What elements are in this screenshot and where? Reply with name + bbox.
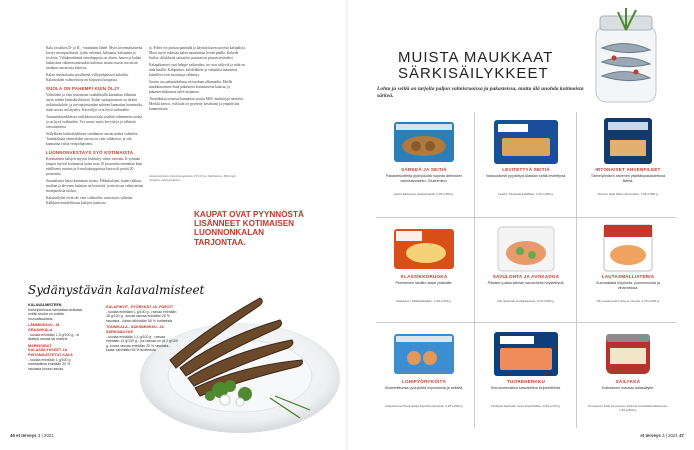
fish-jar-photo: [578, 8, 674, 112]
product-card: [478, 324, 574, 428]
product-price: Saarioinen Silakkalaatikko, 2,99 e/350 g.: [396, 299, 452, 303]
grid-divider: [376, 217, 676, 218]
criteria-heading: MARINOIDUT KALASÄILYKKEET JA PINTAMAUSTETUT KALA: [28, 343, 73, 357]
intro-paragraph-2: Kalan ravintokuitu tavallisesti yöllypohjaiseen kaloihin. Kalaruokien vaihtoehtoja on kirjavasti kaupassa.: [46, 73, 129, 82]
criteria-heading: LÄMMINSAVU- JA GRAAVIKALA: [28, 323, 60, 332]
criteria-heading: KALAPIHVIT, -PYÖRYKÄT JA -PUIKOT: [106, 305, 174, 309]
product-description: Suomalaista kirjolohta, juuresmuusia ja vihanneksia.: [596, 281, 660, 290]
gutter: [346, 0, 348, 450]
criteria-column-2: [106, 303, 178, 353]
right-page-lead: Lohta ja seitiä on tarjolla paljon valmisruoissa ja pakasteissa, mutta älä unohda kotimaista särkeä.: [377, 86, 584, 99]
paragraph: Suurin osa pakastekalasta on tuodaan ulkomailta. Meille markkinoimme lisää pakasteita kotimaisesta kalasta, ja pakastevalikoimaa tulee laajentaa.: [149, 80, 233, 94]
product-price: Findfood Saimaan tuore kirjolohifilee, 6,50 e/170 g.: [491, 404, 561, 408]
product-price: Kuusamon Kala Kuusamon särkiset tomaattikastikkeessa, 7,49 e/300 g.: [588, 404, 668, 412]
product-description: Vastuullisesti pyydettyä Alaskan seitiä levitettynä.: [485, 174, 567, 178]
product-card: [478, 112, 574, 216]
product-name: KLASSIKKORUOKA: [400, 274, 448, 279]
criteria-heading: TONNIKALA-, SAKSIMUIKKU- JA SÄRKISÄILYKE: [106, 325, 164, 334]
product-description: Pikaisen pasta-aterian savulohella höystettynä.: [487, 281, 565, 285]
criteria-text: - suolaa enintään 1,1 g/100 g - rasvaa enintään 12 g/100 g - jos rasvaa on yli 2 g/100 g, kovaa rasvaa enintään 25 % rasvasta - kalaa vähintään 55 % tuotteesta: [106, 334, 178, 353]
product-card: [580, 219, 676, 323]
grid-divider: [474, 112, 475, 428]
page-number: 46: [10, 433, 15, 438]
pull-quote: KAUPAT OVAT PYYNNÖSTÄ LISÄNNEET KOTIMAISEN LUONNONKALAN TARJONTAA.: [194, 210, 304, 247]
product-image: [386, 223, 462, 273]
product-card: [376, 112, 472, 216]
grid-divider: [576, 112, 577, 428]
product-image: [386, 328, 462, 378]
right-page-title: MUISTA MAUKKAAT SÄRKISÄILYKKEET: [398, 49, 554, 82]
paragraph: ta. Fileet voi paistaa pannulla ja käyttää kuten tuoreita kalapaloja. Moni myös rakastaa kalan nauttimista leivän päällä. Kokeile lisäksi säilykkeitä salaattiin, pastaan tai pizzan täytteeksi.: [149, 46, 246, 60]
product-name: LOHIPYÖRYKÖITÄ: [402, 379, 446, 384]
product-name: LEVITETTYÄ SEITIÄ: [502, 167, 550, 172]
product-price: Apetit Särkiseen kalapyörykät, 2,85 e/360 g.: [393, 192, 455, 196]
subheading-domestic: LUONNONVESTÄYS SYÖ KOTIMAISTA: [46, 150, 134, 155]
product-description: Gluteenittomia pyöryköitä kirjolohesta ja seitistä.: [384, 386, 464, 390]
product-price: HK Lautasmalli Lohta ja muusia, 4,15 e/350 g.: [596, 299, 660, 303]
product-name: LAUTASMALLIATERIA: [601, 274, 655, 279]
product-description: Kierrosmenäkeä kasvatettua kirjolohifileita.: [491, 386, 561, 390]
product-image: [488, 223, 564, 273]
criteria-text: - suolaa enintään 1,5 g/100 g - ei lisättyä rasvaa tai sokeria: [28, 332, 80, 342]
paragraph: Tomaattikastikkeissa säilykkeissä kala sisältää vähemmän suolaa ja on hyvä vaihtoehto. Voi suosia myös kevyitä ja ja vähäisiä rasvatuotteita.: [46, 115, 142, 129]
product-image: [488, 116, 564, 166]
feature-title: Sydänystävän kalavalmisteet: [28, 283, 205, 297]
product-description: Perinteinen lasitiko alaiai ystävälle.: [395, 281, 453, 285]
product-price: Findus Tiiviskala kalafileet, 3,29 e/300 g.: [498, 192, 554, 196]
subheading-salt: SUOLA ON PAHEMPI KUIN ÖLJY: [46, 86, 120, 91]
expert-caption: Asiantuntijoina yliopistonopettaja, ETL Eeva Voutilainen, Helsingin yliopisto, Avainyliopisto.: [149, 174, 236, 183]
paragraph: Suomalaista kalaa kannattaa suosia. Pikkukalojen, kuten silakan, muikun ja ahvenen kalastus on kestävää, ja niistä saa valmistettua monipuolisia ruokia.: [46, 179, 144, 193]
folio-left: [10, 433, 54, 438]
intro-paragraph: Kala on tärkeä D- ja B₁₂-vitamiinin lähde. Myös kivennäisaineita kertyy monipuolisesti: jodia, seleeniä, kaliumia, kalsiumia ja fosforia. Välttämättömiä rasvahappoja on ahven, hauen ja kuhan kaltaisissa vähärasvaisissakin kaloissa, mutta suurin osa niistä saadaan rasvaisista kaloista.: [46, 46, 143, 70]
criteria-text: fosforipitoisuus kannattaa tarkistaa, mikäli sinulla on todettu munuaissairaus.: [28, 307, 83, 321]
product-card: [580, 324, 676, 428]
paragraph: Kotimaisten kalojen myynti lisääntyy viime vuosina. K-ryhmän kaupat myivät kotimaista kalaa noin 10 prosenttia enemmän kuin edellisenä vuonna ja S-ruokakauppoissa kasvu oli peräti 20 prosenttia.: [46, 157, 143, 176]
product-name: IRTONAISET AHVENFILEET: [595, 167, 661, 172]
product-name: SÄRKEÄ JA SEITIÄ: [401, 167, 447, 172]
article-column-1: [46, 46, 144, 208]
paragraph: Valmiiden ja vain mitoistaan vauhdittaillä kannattaa vilkaista myös niiden kalaisäilykkeistä. Kalan suolapitoisuus on tärkeä tarkistuskohde, ja rasvapitoisuuden suhteen kannattaa huomioida, mitä rasvaa on käytetty. Kasviöljyt ovat hyvä vaihtoehto.: [46, 93, 143, 112]
product-description: Kotimainen maukas kalasäilyke.: [601, 386, 655, 390]
paragraph: Säilykkeen kalaisäilykkeen sisältämän rasvan määrä vaihtelee. Tonnikalassa esimerkiksi rasvaa on vain vähäisesti, ja sitä kannattaa valita vesipohjaisena.: [46, 132, 139, 146]
product-name: TUOREHERKKU: [507, 379, 545, 384]
product-card: [376, 219, 472, 323]
issue-number: 3 | 2021: [662, 433, 678, 438]
product-name: SAVULOHTA JA AVOKADOA: [492, 274, 560, 279]
paragraph: Tuontikalaa ostaessa kannattaa suosia MSC-merkittyjä tuotteita. Merkki kertoo, että kala on pyydetty kestävästi ja ympäristöä kunnioittaen.: [149, 97, 244, 111]
criteria-column-1: [28, 303, 84, 371]
folio-right: [640, 433, 684, 438]
magazine-name: et terveys: [16, 433, 37, 438]
product-price: Chipsterfood Hyvä Apaja Kirjolohi-pyörykät, 3,95 e/300 g.: [384, 404, 464, 408]
criteria-heading: KALAVALMISTEEN: [28, 303, 62, 307]
product-card: [580, 112, 676, 216]
product-name: SÄILYKKÄ: [615, 379, 641, 384]
article-column-2: [149, 46, 247, 114]
product-image: [590, 328, 666, 378]
criteria-text: - suolaa enintään 1 g/100 g - marinadissa enintään 20 % rasvasta kovaa rasvaa: [28, 357, 73, 371]
page-number: 47: [679, 433, 684, 438]
product-image: [386, 116, 462, 166]
product-image: [590, 116, 666, 166]
product-card: [376, 324, 472, 428]
product-image: [590, 223, 666, 273]
product-price: Viio Savulohi avokadopasta, 4,25 e/300 g.: [497, 299, 555, 303]
magazine-name: et terveys: [640, 433, 661, 438]
product-description: Tämmyilmisen ahvenen yksittäispakastettuna fileinä.: [590, 174, 666, 183]
product-description: Pakastetuotteita pyörykköitä nopeaa aterioiden valmistamiseen. Gluteeniton.: [385, 174, 463, 183]
product-image: [488, 328, 564, 378]
criteria-text: - suolaa enintään 1 g/100 g - rasvaa enintään 18 g/100 g - kovaa rasvaa enintään 25 % rasvasta - kalaa vähintään 55 % tuotteesta: [106, 309, 177, 323]
product-grid: [376, 112, 676, 428]
paragraph: Kalaisäilyket eivät ole vain vaihtoehto vaan myös valintaa. Kalkkien mahdollisuus kalojen joukossa.: [46, 196, 134, 205]
product-card: [478, 219, 574, 323]
issue-number: 3 | 2021: [37, 433, 54, 438]
paragraph: Kalapakasteet ovat helppo vaihtoehto, ne ovat säilyviä ja niitä on aina käsillä. Kalapuikot, kalaleikkeet ja valmiiksi maustetut kalafileet ovat suosittuja valintoja.: [149, 63, 246, 77]
product-price: Heimon Kala Pikku Ahvenfilee, 7,99 e/300 g.: [597, 192, 659, 196]
